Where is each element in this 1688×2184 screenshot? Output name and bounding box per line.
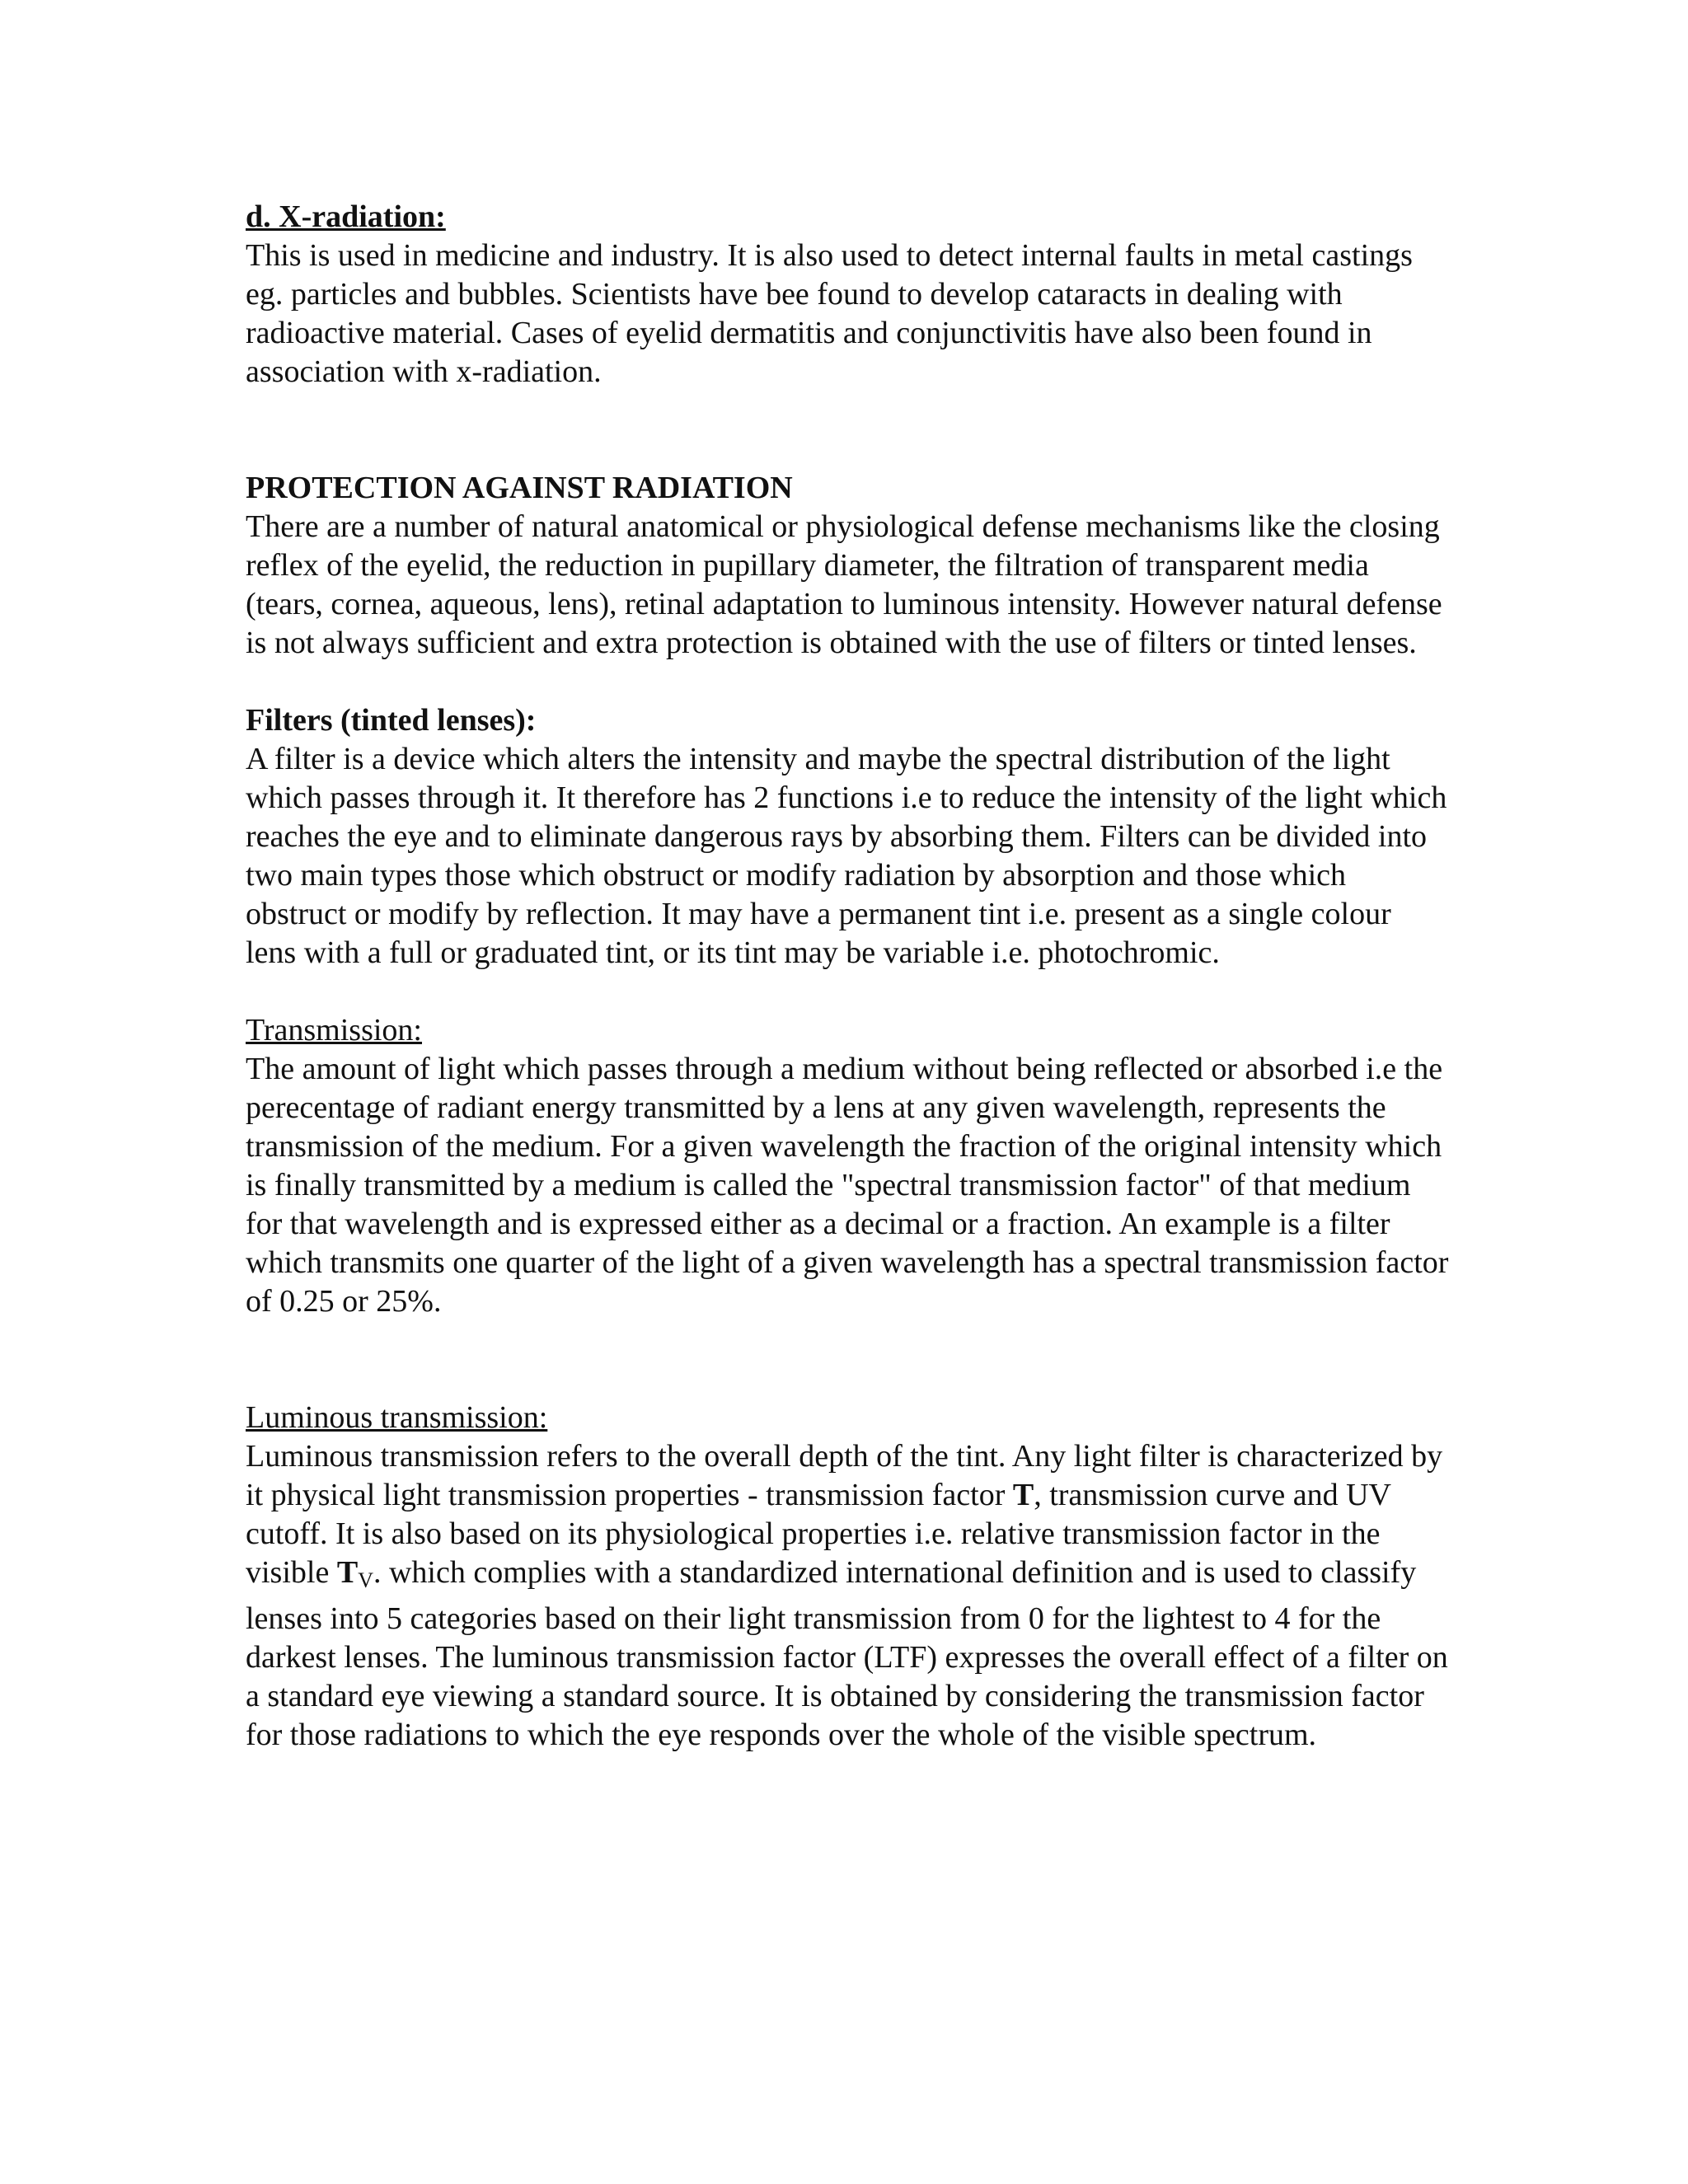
luminous-text-part-1: Luminous transmission refers to the overall depth of the tint. Any light filter is characterized by it physical light transmission properties - transmission factor [246, 1439, 1443, 1512]
protection-paragraph: There are a number of natural anatomical or physiological defense mechanisms like the closing reflex of the eyelid, the reduction in pupillary diameter, the filtration of transparent media (tears, cornea, aqueous, lens), retinal adaptation to luminous intensity. However natural defense is not always sufficient and extra protection is obtained with the use of filters or tinted lenses. [246, 509, 1442, 660]
xradiation-heading: d. X-radiation: [246, 199, 446, 234]
visible-transmission-symbol: T [336, 1555, 359, 1590]
xradiation-paragraph: This is used in medicine and industry. It is also used to detect internal faults in metal castings eg. particles and bubbles. Scientists have bee found to develop cataracts in dealing with radioactive material. Cases of eyelid dermatitis and conjunctivitis have also been found in association with x-radiation. [246, 238, 1413, 389]
protection-heading: PROTECTION AGAINST RADIATION [246, 471, 793, 505]
luminous-text-part-3: . which complies with a standardized international definition and is used to classify lenses into 5 categories based on their light transmission from 0 for the lightest to 4 for the darkest lenses. The luminous transmission factor (LTF) expresses the overall effect of a filter on a standard eye viewing a standard source. It is obtained by considering the transmission factor for those radiations to which the eye responds over the whole of the visible spectrum. [246, 1555, 1448, 1752]
spacer [246, 1321, 1449, 1399]
spacer [246, 972, 1449, 1011]
visible-transmission-subscript: V [358, 1568, 373, 1592]
transmission-heading: Transmission: [246, 1013, 422, 1047]
transmission-paragraph: The amount of light which passes through a medium without being reflected or absorbed i.e the perecentage of radiant energy transmitted by a lens at any given wavelength, represents the transmission of the medium. For a given wavelength the fraction of the original intensity which is finally transmitted by a medium is called the "spectral transmission factor" of that medium for that wavelength and is expressed either as a decimal or a fraction. An example is a filter which transmits one quarter of the light of a given wavelength has a spectral transmission factor of 0.25 or 25%. [246, 1052, 1449, 1319]
luminous-transmission-paragraph [246, 1437, 1449, 1755]
spacer [246, 663, 1449, 701]
filters-heading: Filters (tinted lenses): [246, 703, 537, 738]
luminous-transmission-heading: Luminous transmission: [246, 1400, 548, 1435]
filters-paragraph: A filter is a device which alters the intensity and maybe the spectral distribution of the light which passes through it. It therefore has 2 functions i.e to reduce the intensity of the light which reaches the eye and to eliminate dangerous rays by absorbing them. Filters can be divided into two main types those which obstruct or modify radiation by absorption and those which obstruct or modify by reflection. It may have a permanent tint i.e. present as a single colour lens with a full or graduated tint, or its tint may be variable i.e. photochromic. [246, 742, 1447, 970]
transmission-factor-symbol: T [1012, 1478, 1034, 1512]
document-page [246, 198, 1449, 1755]
luminous-text-part-2: , transmission curve and UV cutoff. It is also based on its physiological properties i.e. relative transmission factor in the visible [246, 1478, 1391, 1590]
spacer [246, 391, 1449, 469]
